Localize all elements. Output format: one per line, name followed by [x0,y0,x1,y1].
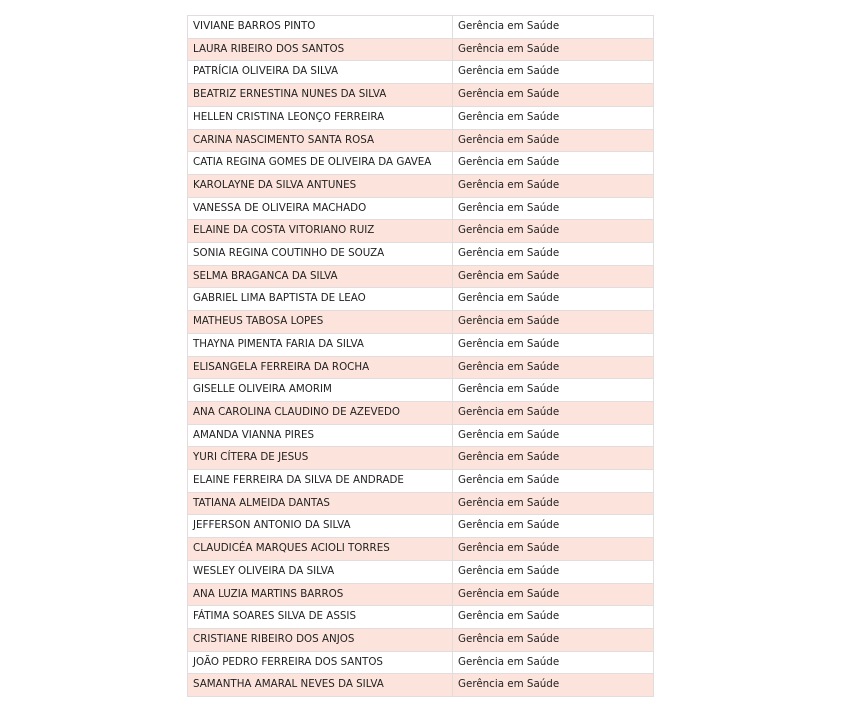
department-cell: Gerência em Saúde [453,333,654,356]
department-cell: Gerência em Saúde [453,38,654,61]
table-row [188,38,654,61]
table-row [188,311,654,334]
department-cell: Gerência em Saúde [453,311,654,334]
department-cell: Gerência em Saúde [453,401,654,424]
employee-table-container [187,15,653,697]
department-cell: Gerência em Saúde [453,16,654,39]
table-row [188,197,654,220]
name-cell: KAROLAYNE DA SILVA ANTUNES [188,174,453,197]
department-cell: Gerência em Saúde [453,538,654,561]
table-row [188,515,654,538]
department-cell: Gerência em Saúde [453,628,654,651]
table-row [188,265,654,288]
table-row [188,333,654,356]
department-cell: Gerência em Saúde [453,220,654,243]
name-cell: PATRÍCIA OLIVEIRA DA SILVA [188,61,453,84]
name-cell: HELLEN CRISTINA LEONÇO FERREIRA [188,106,453,129]
table-body [188,16,654,697]
name-cell: GABRIEL LIMA BAPTISTA DE LEAO [188,288,453,311]
department-cell: Gerência em Saúde [453,379,654,402]
name-cell: ANA CAROLINA CLAUDINO DE AZEVEDO [188,401,453,424]
department-cell: Gerência em Saúde [453,674,654,697]
department-cell: Gerência em Saúde [453,197,654,220]
department-cell: Gerência em Saúde [453,651,654,674]
table-row [188,243,654,266]
department-cell: Gerência em Saúde [453,515,654,538]
department-cell: Gerência em Saúde [453,129,654,152]
department-cell: Gerência em Saúde [453,583,654,606]
name-cell: VIVIANE BARROS PINTO [188,16,453,39]
department-cell: Gerência em Saúde [453,356,654,379]
name-cell: THAYNA PIMENTA FARIA DA SILVA [188,333,453,356]
table-row [188,424,654,447]
department-cell: Gerência em Saúde [453,106,654,129]
table-row [188,492,654,515]
table-row [188,606,654,629]
department-cell: Gerência em Saúde [453,243,654,266]
name-cell: CATIA REGINA GOMES DE OLIVEIRA DA GAVEA [188,152,453,175]
table-row [188,628,654,651]
department-cell: Gerência em Saúde [453,447,654,470]
table-row [188,401,654,424]
table-row [188,288,654,311]
name-cell: JEFFERSON ANTONIO DA SILVA [188,515,453,538]
table-row [188,356,654,379]
name-cell: VANESSA DE OLIVEIRA MACHADO [188,197,453,220]
name-cell: SAMANTHA AMARAL NEVES DA SILVA [188,674,453,697]
department-cell: Gerência em Saúde [453,84,654,107]
table-row [188,560,654,583]
employee-table [187,15,654,697]
name-cell: MATHEUS TABOSA LOPES [188,311,453,334]
table-row [188,84,654,107]
table-row [188,470,654,493]
department-cell: Gerência em Saúde [453,152,654,175]
name-cell: AMANDA VIANNA PIRES [188,424,453,447]
name-cell: FÁTIMA SOARES SILVA DE ASSIS [188,606,453,629]
name-cell: TATIANA ALMEIDA DANTAS [188,492,453,515]
table-row [188,538,654,561]
department-cell: Gerência em Saúde [453,288,654,311]
name-cell: BEATRIZ ERNESTINA NUNES DA SILVA [188,84,453,107]
department-cell: Gerência em Saúde [453,265,654,288]
name-cell: ELAINE DA COSTA VITORIANO RUIZ [188,220,453,243]
table-row [188,583,654,606]
name-cell: CLAUDICÉA MARQUES ACIOLI TORRES [188,538,453,561]
table-row [188,106,654,129]
department-cell: Gerência em Saúde [453,470,654,493]
table-row [188,379,654,402]
name-cell: ELISANGELA FERREIRA DA ROCHA [188,356,453,379]
table-row [188,174,654,197]
name-cell: YURI CÍTERA DE JESUS [188,447,453,470]
department-cell: Gerência em Saúde [453,174,654,197]
table-row [188,61,654,84]
department-cell: Gerência em Saúde [453,560,654,583]
department-cell: Gerência em Saúde [453,492,654,515]
table-row [188,651,654,674]
name-cell: JOÃO PEDRO FERREIRA DOS SANTOS [188,651,453,674]
table-row [188,152,654,175]
table-row [188,16,654,39]
table-row [188,447,654,470]
name-cell: LAURA RIBEIRO DOS SANTOS [188,38,453,61]
table-row [188,129,654,152]
name-cell: SELMA BRAGANCA DA SILVA [188,265,453,288]
name-cell: CARINA NASCIMENTO SANTA ROSA [188,129,453,152]
name-cell: WESLEY OLIVEIRA DA SILVA [188,560,453,583]
name-cell: GISELLE OLIVEIRA AMORIM [188,379,453,402]
name-cell: ANA LUZIA MARTINS BARROS [188,583,453,606]
department-cell: Gerência em Saúde [453,606,654,629]
name-cell: CRISTIANE RIBEIRO DOS ANJOS [188,628,453,651]
table-row [188,674,654,697]
department-cell: Gerência em Saúde [453,61,654,84]
department-cell: Gerência em Saúde [453,424,654,447]
name-cell: SONIA REGINA COUTINHO DE SOUZA [188,243,453,266]
table-row [188,220,654,243]
name-cell: ELAINE FERREIRA DA SILVA DE ANDRADE [188,470,453,493]
